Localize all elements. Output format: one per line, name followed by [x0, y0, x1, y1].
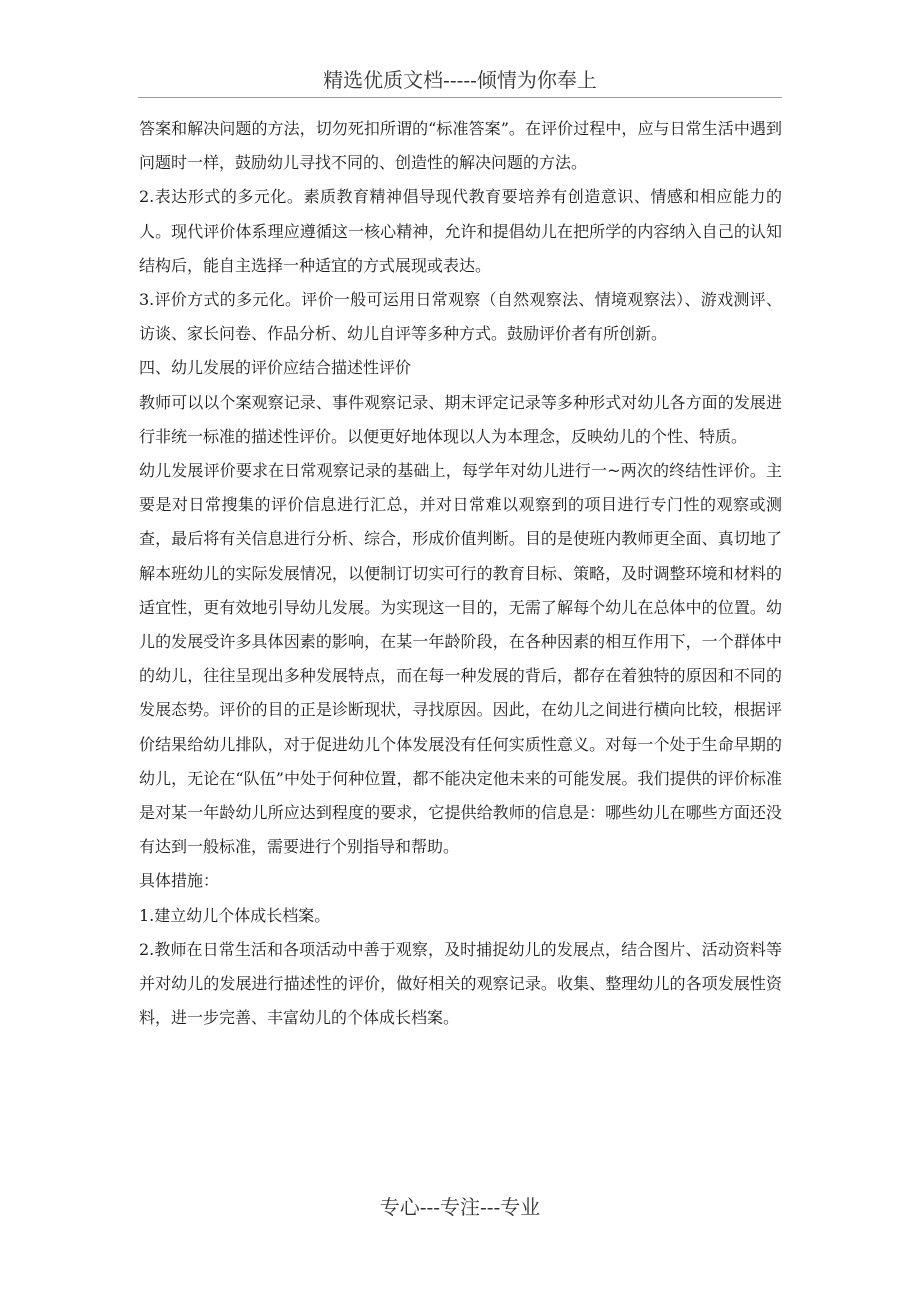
page-footer: 专心---专注---专业 [379, 1195, 541, 1219]
paragraph-descriptive-evaluation: 教师可以以个案观察记录、事件观察记录、期末评定记录等多种形式对幼儿各方面的发展进行非统一标准的描述性评价。以便更好地体现以人为本理念，反映幼儿的个性、特质。 [139, 392, 782, 446]
measures-heading: 具体措施： [139, 871, 220, 891]
paragraph-summative-evaluation: 幼儿发展评价要求在日常观察记录的基础上，每学年对幼儿进行一~两次的终结性评价。主要是对日常搜集的评价信息进行汇总，并对日常难以观察到的项目进行专门性的观察或测查，最后将有关信息进行分析、综合，形成价值判断。目的是使班内教师更全面、真切地了解本班幼儿的实际发展情况，以便制订切实可行的教育目标、策略，及时调整环境和材料的适宜性，更有效地引导幼儿发展。为实现这一目的，无需了解每个幼儿在总体中的位置。幼儿的发展受许多具体因素的影响，在某一年龄阶段，在各种因素的相互作用下，一个群体中的幼儿，往往呈现出多种发展特点，而在每一种发展的背后，都存在着独特的原因和不同的发展态势。评价的目的正是诊断现状，寻找原因。因此，在幼儿之间进行横向比较，根据评价结果给幼儿排队，对于促进幼儿个体发展没有任何实质性意义。对每一个处于生命早期的幼儿，无论在“队伍”中处于何种位置，都不能决定他未来的可能发展。我们提供的评价标准是对某一年龄幼儿所应达到程度的要求，它提供给教师的信息是：哪些幼儿在哪些方面还没有达到一般标准，需要进行个别指导和帮助。 [139, 461, 782, 857]
paragraph-expression-diversity: 2.表达形式的多元化。素质教育精神倡导现代教育要培养有创造意识、情感和相应能力的人。现代评价体系理应遵循这一核心精神，允许和提倡幼儿在把所学的内容纳入自己的认知结构后，能自主选择一种适宜的方式展现或表达。 [139, 187, 782, 275]
page-header: 精选优质文档-----倾情为你奉上 [323, 68, 597, 92]
measure-item-1: 1.建立幼儿个体成长档案。 [139, 905, 331, 925]
section-heading-descriptive-evaluation: 四、幼儿发展的评价应结合描述性评价 [139, 358, 412, 378]
paragraph-evaluation-methods: 3.评价方式的多元化。评价一般可运用日常观察（自然观察法、情境观察法）、游戏测评、访谈、家长问卷、作品分析、幼儿自评等多种方式。鼓励评价者有所创新。 [139, 290, 782, 344]
document-body [139, 112, 782, 1035]
paragraph-standard-answer: 答案和解决问题的方法，切勿死扣所谓的“标准答案”。在评价过程中，应与日常生活中遇到问题时一样，鼓励幼儿寻找不同的、创造性的解决问题的方法。 [139, 119, 782, 173]
header-divider [138, 97, 782, 98]
measure-item-2: 2.教师在日常生活和各项活动中善于观察，及时捕捉幼儿的发展点，结合图片、活动资料等并对幼儿的发展进行描述性的评价，做好相关的观察记录。收集、整理幼儿的各项发展性资料，进一步完善、丰富幼儿的个体成长档案。 [139, 939, 782, 1028]
